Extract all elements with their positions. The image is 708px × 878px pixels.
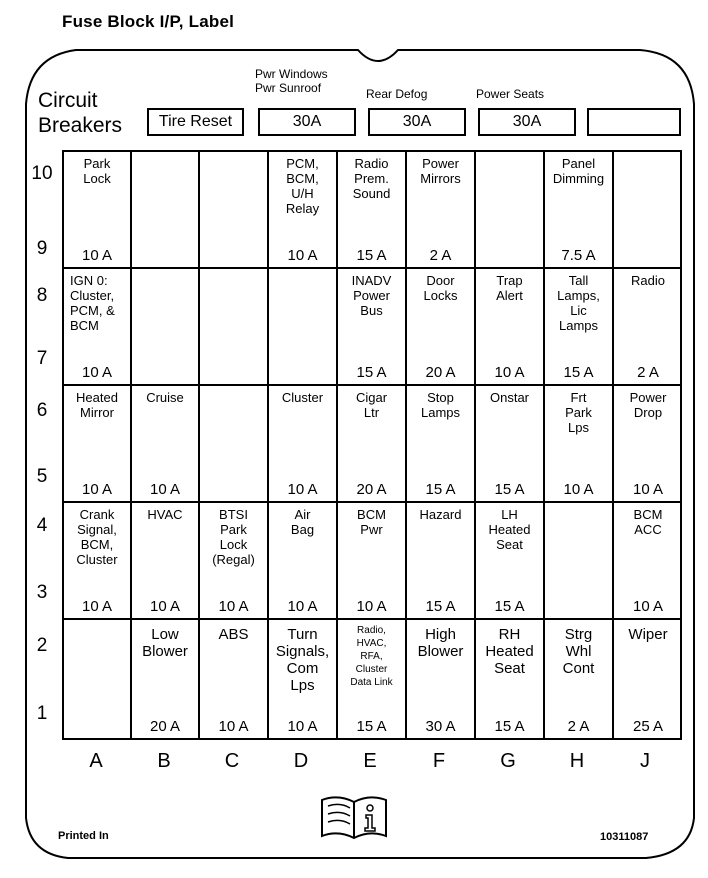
fuse-slot-b-10-9 bbox=[132, 152, 200, 269]
fuse-slot-h-10-9 bbox=[545, 152, 614, 269]
manual-book-icon bbox=[318, 786, 390, 846]
fuse-slot-d-4-3 bbox=[269, 503, 338, 620]
page-title: Fuse Block I/P, Label bbox=[62, 12, 235, 31]
fuse-slot-a-6-5 bbox=[64, 386, 132, 503]
breaker-label-power-seats: Power Seats bbox=[476, 87, 545, 101]
fuse-slot-a-10-9 bbox=[64, 152, 132, 269]
fuse-amperage: 10 A bbox=[494, 364, 525, 381]
fuse-amperage: 10 A bbox=[81, 481, 113, 498]
fuse-name: Air Bag bbox=[290, 507, 315, 537]
fuse-name: IGN 0: Cluster, PCM, & BCM bbox=[70, 273, 115, 333]
fuse-amperage: 10 A bbox=[218, 598, 249, 615]
fuse-slot-j-6-5 bbox=[614, 386, 682, 503]
column-label-h: H bbox=[569, 750, 585, 772]
fuse-slot-j-4-3 bbox=[614, 503, 682, 620]
fuse-slot-e-10-9 bbox=[338, 152, 407, 269]
fuse-slot-d-8-7 bbox=[269, 269, 338, 386]
fuse-slot-c-8-7 bbox=[200, 269, 269, 386]
circuit-breakers-title: Circuit Breakers bbox=[38, 89, 123, 137]
fuse-name: Wiper bbox=[628, 626, 668, 643]
breaker-label-pwr-windows: Pwr Windows Pwr Sunroof bbox=[255, 67, 328, 95]
fuse-name: Cigar Ltr bbox=[355, 390, 388, 420]
row-number-4: 4 bbox=[36, 515, 48, 536]
fuse-amperage: 15 A bbox=[425, 598, 456, 615]
fuse-amperage: 10 A bbox=[632, 598, 664, 615]
printed-in-label: Printed In bbox=[58, 830, 109, 842]
fuse-amperage: 15 A bbox=[494, 481, 525, 498]
fuse-name: RH Heated Seat bbox=[485, 626, 534, 677]
fuse-slot-d-10-9 bbox=[269, 152, 338, 269]
fuse-slot-f-4-3 bbox=[407, 503, 476, 620]
fuse-amperage: 10 A bbox=[149, 481, 181, 498]
fuse-grid bbox=[62, 150, 682, 740]
fuse-slot-b-2-1 bbox=[132, 620, 200, 738]
row-number-8: 8 bbox=[36, 285, 48, 306]
fuse-name: LH Heated Seat bbox=[488, 507, 531, 552]
fuse-slot-e-2-1 bbox=[338, 620, 407, 738]
fuse-slot-g-4-3 bbox=[476, 503, 545, 620]
fuse-amperage: 10 A bbox=[287, 598, 318, 615]
fuse-slot-b-6-5 bbox=[132, 386, 200, 503]
fuse-slot-e-4-3 bbox=[338, 503, 407, 620]
fuse-name: Radio bbox=[631, 273, 665, 288]
fuse-amperage: 2 A bbox=[567, 718, 590, 735]
fuse-amperage: 15 A bbox=[425, 481, 456, 498]
fuse-name: Radio, HVAC, RFA, Cluster Data Link bbox=[350, 625, 393, 688]
column-label-d: D bbox=[293, 750, 309, 772]
fuse-name: Stop Lamps bbox=[420, 390, 461, 420]
fuse-name: Onstar bbox=[489, 390, 529, 405]
row-number-5: 5 bbox=[36, 466, 48, 487]
fuse-amperage: 10 A bbox=[632, 481, 664, 498]
fuse-name: BCM Pwr bbox=[357, 507, 386, 537]
fuse-amperage: 2 A bbox=[429, 247, 452, 264]
fuse-slot-j-10-9 bbox=[614, 152, 682, 269]
fuse-name: Panel Dimming bbox=[552, 156, 605, 186]
fuse-slot-a-2-1 bbox=[64, 620, 132, 738]
fuse-amperage: 15 A bbox=[563, 364, 594, 381]
fuse-amperage: 7.5 A bbox=[561, 247, 596, 264]
fuse-name: Door Locks bbox=[423, 273, 458, 303]
fuse-slot-f-8-7 bbox=[407, 269, 476, 386]
fuse-name: Power Drop bbox=[629, 390, 667, 420]
row-number-1: 1 bbox=[36, 703, 48, 724]
fuse-slot-g-8-7 bbox=[476, 269, 545, 386]
fuse-amperage: 25 A bbox=[632, 718, 664, 735]
fuse-amperage: 10 A bbox=[81, 247, 113, 264]
breaker-rear-defog: 30A bbox=[368, 108, 466, 136]
fuse-amperage: 30 A bbox=[425, 718, 456, 735]
column-label-f: F bbox=[432, 750, 446, 772]
fuse-slot-a-8-7 bbox=[64, 269, 132, 386]
fuse-slot-j-8-7 bbox=[614, 269, 682, 386]
fuse-name: Strg Whl Cont bbox=[562, 626, 595, 677]
column-label-c: C bbox=[224, 750, 240, 772]
fuse-amperage: 10 A bbox=[218, 718, 249, 735]
fuse-name: Crank Signal, BCM, Cluster bbox=[76, 507, 118, 567]
fuse-name: BCM ACC bbox=[633, 507, 663, 537]
fuse-amperage: 2 A bbox=[637, 364, 659, 381]
fuse-name: PCM, BCM, U/H Relay bbox=[285, 156, 320, 216]
fuse-name: Park Lock bbox=[83, 156, 111, 186]
fuse-name: INADV Power Bus bbox=[351, 273, 392, 318]
column-label-b: B bbox=[157, 750, 171, 772]
row-number-6: 6 bbox=[36, 400, 48, 421]
part-number: 10311087 bbox=[600, 831, 649, 843]
fuse-slot-h-4-3 bbox=[545, 503, 614, 620]
fuse-slot-b-8-7 bbox=[132, 269, 200, 386]
column-label-a: A bbox=[89, 750, 103, 772]
fuse-amperage: 10 A bbox=[149, 598, 181, 615]
fuse-amperage: 10 A bbox=[81, 364, 113, 381]
fuse-slot-h-8-7 bbox=[545, 269, 614, 386]
row-number-10: 10 bbox=[31, 163, 53, 184]
fuse-name: HVAC bbox=[147, 507, 183, 522]
fuse-amperage: 20 A bbox=[356, 481, 387, 498]
fuse-amperage: 10 A bbox=[287, 718, 318, 735]
fuse-name: Cluster bbox=[281, 390, 324, 405]
row-number-3: 3 bbox=[36, 582, 48, 603]
fuse-slot-j-2-1 bbox=[614, 620, 682, 738]
column-label-j: J bbox=[640, 750, 650, 772]
fuse-slot-f-10-9 bbox=[407, 152, 476, 269]
column-label-e: E bbox=[363, 750, 377, 772]
fuse-slot-g-6-5 bbox=[476, 386, 545, 503]
fuse-slot-c-2-1 bbox=[200, 620, 269, 738]
fuse-slot-e-8-7 bbox=[338, 269, 407, 386]
fuse-slot-a-4-3 bbox=[64, 503, 132, 620]
fuse-amperage: 10 A bbox=[287, 247, 318, 264]
fuse-amperage: 15 A bbox=[494, 718, 525, 735]
breaker-power-seats: 30A bbox=[478, 108, 576, 136]
fuse-name: Power Mirrors bbox=[420, 156, 461, 186]
breaker-label-rear-defog: Rear Defog bbox=[366, 87, 428, 101]
fuse-name: Trap Alert bbox=[496, 273, 523, 303]
fuse-name: BTSI Park Lock (Regal) bbox=[212, 507, 255, 567]
fuse-slot-e-6-5 bbox=[338, 386, 407, 503]
fuse-amperage: 20 A bbox=[425, 364, 456, 381]
fuse-amperage: 10 A bbox=[81, 598, 113, 615]
fuse-slot-d-2-1 bbox=[269, 620, 338, 738]
fuse-slot-b-4-3 bbox=[132, 503, 200, 620]
fuse-slot-h-2-1 bbox=[545, 620, 614, 738]
fuse-amperage: 15 A bbox=[356, 247, 387, 264]
fuse-name: ABS bbox=[218, 626, 249, 643]
fuse-amperage: 10 A bbox=[287, 481, 318, 498]
fuse-amperage: 20 A bbox=[149, 718, 181, 735]
fuse-amperage: 15 A bbox=[356, 364, 387, 381]
fuse-name: Cruise bbox=[146, 390, 184, 405]
fuse-slot-f-6-5 bbox=[407, 386, 476, 503]
fuse-slot-g-10-9 bbox=[476, 152, 545, 269]
fuse-amperage: 10 A bbox=[563, 481, 594, 498]
fuse-slot-c-6-5 bbox=[200, 386, 269, 503]
breaker-tire-reset: Tire Reset bbox=[147, 108, 244, 136]
fuse-name: Hazard bbox=[419, 507, 462, 522]
breaker-pwr-windows: 30A bbox=[258, 108, 356, 136]
fuse-name: Radio Prem. Sound bbox=[352, 156, 391, 201]
breaker-empty bbox=[587, 108, 681, 136]
fuse-name: Frt Park Lps bbox=[565, 390, 592, 435]
fuse-name: High Blower bbox=[417, 626, 464, 660]
row-number-9: 9 bbox=[36, 238, 48, 259]
fuse-slot-c-4-3 bbox=[200, 503, 269, 620]
fuse-name: Heated Mirror bbox=[76, 390, 118, 420]
fuse-slot-d-6-5 bbox=[269, 386, 338, 503]
fuse-name: Low Blower bbox=[142, 626, 188, 660]
fuse-amperage: 15 A bbox=[494, 598, 525, 615]
fuse-slot-g-2-1 bbox=[476, 620, 545, 738]
fuse-amperage: 15 A bbox=[356, 718, 387, 735]
fuse-slot-f-2-1 bbox=[407, 620, 476, 738]
column-label-g: G bbox=[500, 750, 516, 772]
fuse-slot-c-10-9 bbox=[200, 152, 269, 269]
fuse-name: Tall Lamps, Lic Lamps bbox=[557, 273, 600, 333]
row-number-2: 2 bbox=[36, 635, 48, 656]
fuse-name: Turn Signals, Com Lps bbox=[275, 626, 330, 694]
fuse-amperage: 10 A bbox=[356, 598, 387, 615]
fuse-slot-h-6-5 bbox=[545, 386, 614, 503]
row-number-7: 7 bbox=[36, 348, 48, 369]
